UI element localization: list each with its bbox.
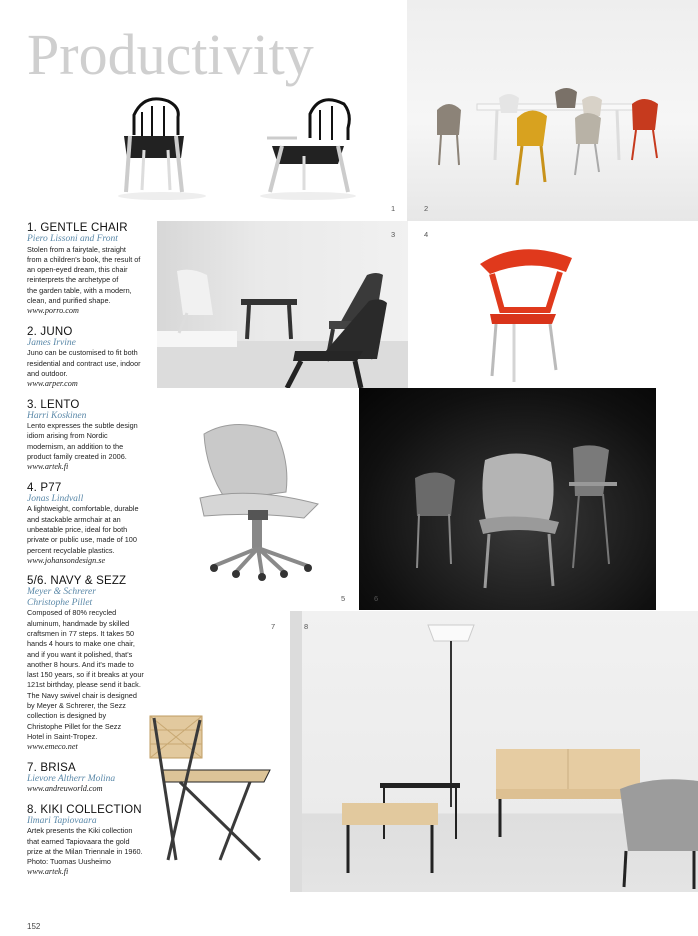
entry-url[interactable]: www.artek.fi [27, 867, 69, 877]
entry-designer: Piero Lissoni and Front [27, 234, 118, 244]
entry-designer: Meyer & Schrerer [27, 587, 96, 598]
photo-lento [157, 221, 408, 388]
entry-url[interactable]: www.arper.com [27, 379, 78, 389]
entry-url[interactable]: www.andreuworld.com [27, 784, 103, 794]
entry-description: Composed of 80% recycled aluminum, handmade by skilled craftsmen in 77 steps. It takes 50 hands 4 hours to make one chair, and if you want it polished, that's another 8 hours. And it's made to last 150 years, so if it breaks at your 121st birthday, please send it back. The Navy swivel chair is designed by Meyer & Schrerer, the Sezz collection is designed by Christophe Pillet for the Sezz Hotel in Saint-Tropez. [27, 608, 144, 741]
photo-number-7: 7 [271, 622, 276, 631]
photo-kiki [290, 611, 698, 892]
entry-juno [27, 326, 155, 390]
entry-heading: 5/6. NAVY & SEZZ [27, 575, 127, 588]
entry-description: Stolen from a fairytale, straight from a children's book, the result of an open-eyed dream, this chair reinterprets the archetype of the garden table, with a modern, clean, and purified shape. [27, 244, 141, 305]
photo-number-2: 2 [424, 204, 429, 213]
entry-url[interactable]: www.artek.fi [27, 462, 69, 472]
entry-designer: Christophe Pillet [27, 597, 93, 608]
entry-description: Lento expresses the subtle design idiom arising from Nordic modernism, an addition to the product family created in 2006. [27, 421, 138, 462]
entry-description: Artek presents the Kiki collection that earned Tapiovaara the gold prize at the Milan Triennale in 1960. Photo: Tuomas Uusheimo [27, 826, 143, 867]
entry-navy-sezz [27, 575, 155, 752]
entry-heading: 3. LENTO [27, 398, 80, 411]
entry-designer: Lievore Altherr Molina [27, 773, 116, 784]
photo-sezz [359, 388, 656, 610]
photo-p77 [470, 244, 580, 384]
kiki-furniture-illustration [290, 611, 698, 892]
entry-p77 [27, 482, 155, 566]
entry-designer: James Irvine [27, 337, 76, 348]
photo-number-3: 3 [391, 230, 396, 239]
entry-designer: Jonas Lindvall [27, 493, 84, 504]
juno-chairs-illustration [407, 0, 698, 221]
photo-navy-chair [188, 414, 328, 590]
photo-number-8: 8 [304, 622, 309, 631]
text-column [27, 222, 155, 887]
photo-gentle-chair [112, 90, 372, 205]
entry-lento [27, 399, 155, 473]
entry-designer: Ilmari Tapiovaara [27, 815, 97, 826]
entry-heading: 4. P77 [27, 481, 62, 494]
entry-kiki [27, 804, 155, 878]
photo-juno [407, 0, 698, 221]
entry-gentle-chair [27, 222, 155, 317]
entry-url[interactable]: www.emeco.net [27, 742, 78, 752]
entry-description: Juno can be customised to fit both residential and contract use, indoor and outdoor. [27, 348, 141, 378]
photo-number-5: 5 [341, 594, 346, 603]
entry-heading: 2. JUNO [27, 325, 73, 338]
entry-designer: Harri Koskinen [27, 410, 87, 421]
sezz-chairs-illustration [359, 388, 656, 610]
entry-heading: 1. GENTLE CHAIR [27, 222, 128, 234]
entry-heading: 8. KIKI COLLECTION [27, 803, 142, 816]
entry-heading: 7. BRISA [27, 761, 76, 774]
entry-brisa [27, 762, 155, 795]
page-title: Productivity [27, 22, 314, 87]
photo-number-4: 4 [424, 230, 429, 239]
entry-url[interactable]: www.porro.com [27, 306, 79, 316]
page-number: 152 [27, 922, 41, 931]
photo-brisa [140, 710, 280, 870]
entry-url[interactable]: www.johansondesign.se [27, 555, 106, 565]
entry-description: A lightweight, comfortable, durable and stackable armchair at an unbeatable price, ideal for both private or public use, made of 100 percent recyclable plastics. [27, 504, 139, 555]
photo-number-6: 6 [374, 594, 379, 603]
lento-chairs-illustration [157, 221, 408, 388]
photo-number-1: 1 [391, 204, 396, 213]
